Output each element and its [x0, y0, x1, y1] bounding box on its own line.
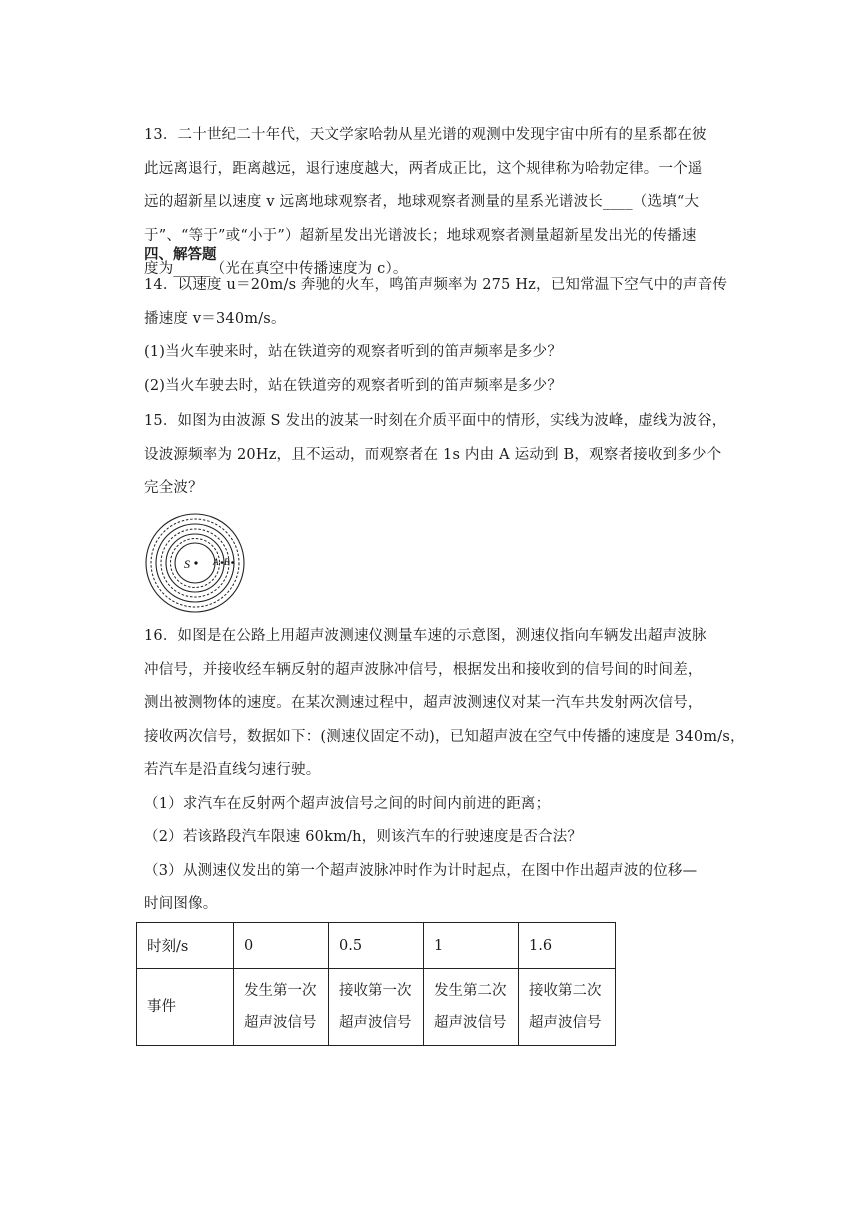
- q15-line-3: 完全波？: [144, 480, 203, 496]
- table-cell: [234, 969, 329, 1046]
- cell-line: 超声波信号: [339, 1015, 412, 1031]
- q13-line-2: 此远离退行，距离越远，退行速度越大，两者成正比，这个规律称为哈勃定律。一个遥: [144, 160, 703, 177]
- cell-line: 超声波信号: [529, 1015, 602, 1031]
- cell-line: 接收第一次: [339, 983, 412, 999]
- q16-line-7: （2）若该路段汽车限速 60km/h，则该汽车的行驶速度是否合法？: [144, 829, 583, 845]
- q14-line-2: 播速度 v＝340m/s。: [144, 310, 286, 327]
- table-cell: 1: [424, 923, 519, 969]
- table-cell: [424, 969, 519, 1046]
- q14-line-4: (2)当火车驶去时，站在铁道旁的观察者听到的笛声频率是多少？: [144, 377, 563, 394]
- cell-line: 发生第一次: [244, 983, 317, 999]
- table-cell: [519, 969, 616, 1046]
- question-16: [144, 620, 745, 922]
- table-cell: 0.5: [329, 923, 424, 969]
- cell-line: 接收第二次: [529, 983, 602, 999]
- q15-line-1: 15．如图为由波源 S 发出的波某一时刻在介质平面中的情形，实线为波峰，虚线为波谷，: [144, 413, 727, 429]
- table-cell: 1.6: [519, 923, 616, 969]
- question-14: [144, 269, 728, 403]
- table-cell: [329, 969, 424, 1046]
- source-point: [194, 561, 197, 564]
- q13-line-1: 13．二十世纪二十年代，天文学家哈勃从星光谱的观测中发现宇宙中所有的星系都在彼: [144, 127, 707, 143]
- q16-line-9: 时间图像。: [144, 896, 218, 912]
- section-heading: 四、解答题: [144, 246, 217, 263]
- wave-circles-figure: [144, 512, 246, 614]
- signal-data-table: [136, 922, 616, 1046]
- q16-line-5: 若汽车是沿直线匀速行驶。: [144, 762, 321, 778]
- q16-line-1: 16．如图是在公路上用超声波测速仪测量车速的示意图，测速仪指向车辆发出超声波脉: [144, 628, 707, 644]
- cell-line: 超声波信号: [434, 1015, 507, 1031]
- q16-line-2: 冲信号，并接收经车辆反射的超声波脉冲信号，根据发出和接收到的信号间的时间差，: [144, 661, 703, 678]
- q16-line-3: 测出被测物体的速度。在某次测速过程中，超声波测速仪对某一汽车共发射两次信号，: [144, 695, 703, 711]
- table-header-cell: 事件: [137, 969, 234, 1046]
- point-a-dot: [221, 561, 224, 564]
- source-label: S: [184, 557, 190, 571]
- q13-line-5: 度为_____（光在真空中传播速度为 c）。: [144, 261, 408, 277]
- table-row: [137, 923, 616, 969]
- q13-line-3: 远的超新星以速度 v 远离地球观察者，地球观察者测量的星系光谱波长____（选填“大: [144, 194, 700, 210]
- point-a-label: A: [213, 557, 219, 567]
- point-b-label: B: [224, 557, 230, 567]
- q14-line-3: (1)当火车驶来时，站在铁道旁的观察者听到的笛声频率是多少？: [144, 344, 563, 360]
- q15-line-2: 设波源频率为 20Hz，且不运动，而观察者在 1s 内由 A 运动到 B，观察者接收到多少个: [144, 446, 722, 463]
- q14-line-1: 14．以速度 u＝20m/s 奔驰的火车，鸣笛声频率为 275 Hz，已知常温下空气中的声音传: [144, 277, 728, 293]
- q16-line-8: （3）从测速仪发出的第一个超声波脉冲时作为计时起点，在图中作出超声波的位移—: [144, 862, 698, 879]
- q16-line-4: 接收两次信号，数据如下：(测速仪固定不动)，已知超声波在空气中传播的速度是 340m/s，: [144, 728, 745, 745]
- point-b-dot: [231, 561, 234, 564]
- table-cell: 0: [234, 923, 329, 969]
- cell-line: 发生第二次: [434, 983, 507, 999]
- question-15: [144, 405, 727, 506]
- question-13: [144, 119, 724, 287]
- table-header-cell: 时刻/s: [137, 923, 234, 969]
- cell-line: 超声波信号: [244, 1015, 317, 1031]
- q16-line-6: （1）求汽车在反射两个超声波信号之间的时间内前进的距离；: [144, 795, 551, 812]
- q13-line-4: 于”、“等于”或“小于”）超新星发出光谱波长；地球观察者测量超新星发出光的传播速: [144, 227, 697, 244]
- table-row: [137, 969, 616, 1046]
